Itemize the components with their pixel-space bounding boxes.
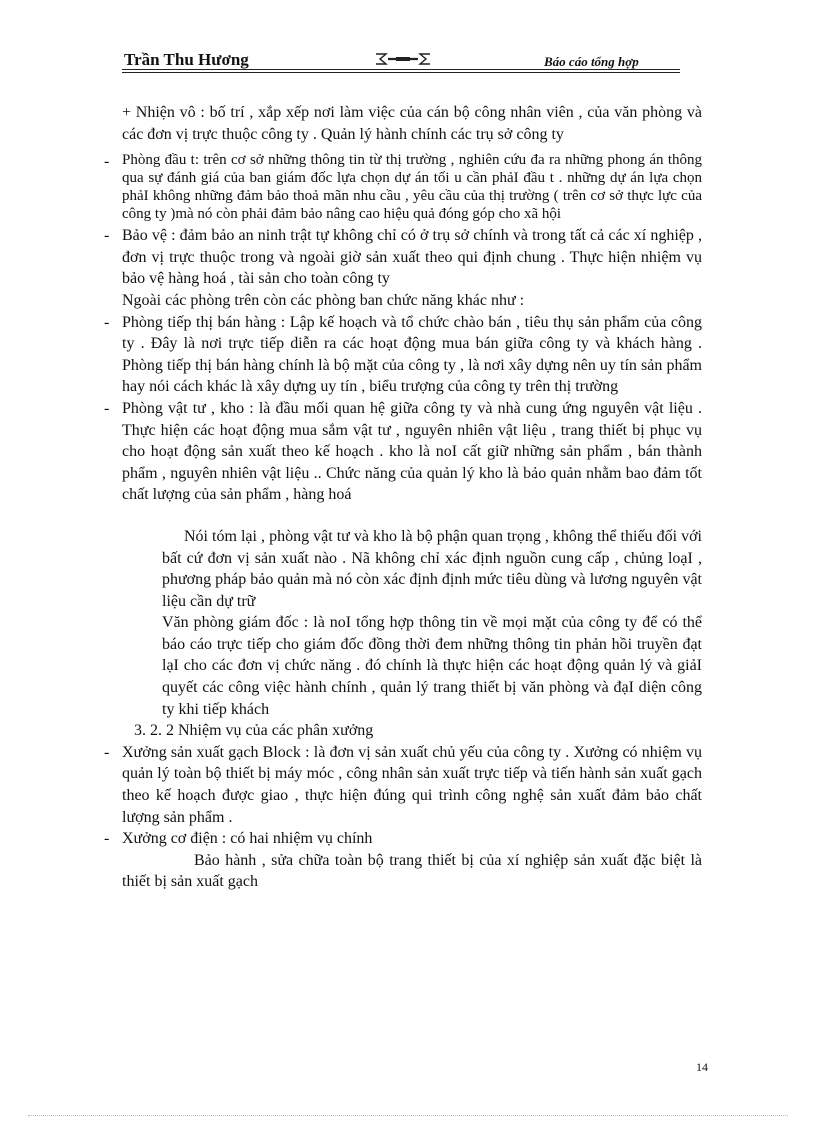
- paragraph: Bảo hành , sửa chữa toàn bộ trang thiết bị của xí nghiệp sản xuất đặc biệt là thiết bị sản xuất gạch: [122, 851, 702, 891]
- paragraph: Phòng tiếp thị bán hàng : Lập kế hoạch và tổ chức chào bán , tiêu thụ sản phẩm của công ty . Đây là nơi trực tiếp diễn ra các hoạt động mua bán giữa công ty và khách hàng . Phòng tiếp thị bán hàng chính là bộ mặt của công ty , là nơi xây dựng nên uy tín sản phẩm hay nói cách khác là xây dựng uy tín , biểu trượng của công ty trên thị trường: [122, 313, 702, 396]
- bullet: -: [104, 153, 110, 171]
- page-bottom-border: [28, 1115, 788, 1116]
- paragraph: Nói tóm lại , phòng vật tư và kho là bộ phận quan trọng , không thể thiếu đối với bất cứ đơn vị sản xuất nào . Nã không chỉ xác định nguồn cung cấp , chủng loạI , phương pháp bảo quản mà nó còn xác định định mức tiêu dùng và lương nguyên vật liệu cần dự trữ: [162, 527, 702, 610]
- list-item: [104, 398, 702, 506]
- header-rule: [122, 69, 680, 70]
- list-item: [104, 151, 702, 223]
- section-heading: 3. 2. 2 Nhiệm vụ của các phân xưởng: [134, 722, 374, 740]
- paragraph: Phòng vật tư , kho : là đầu mối quan hệ giữa công ty và nhà cung ứng nguyên vật liệu . Thực hiện các hoạt động mua sắm vật tư , nguyên nhiên vật liệu , trang thiết bị phục vụ cho hoạt động sản xuất theo kế hoạch . kho là noI cất giữ những sản phẩm , bán thành phẩm , nguyên nhiên vật liệu .. Chức năng của quản lý kho là bảo quản nhằm bao đảm tốt chất lượng của sản phẩm , hàng hoá: [122, 399, 702, 504]
- header-rule: [122, 72, 680, 73]
- page-number: 14: [696, 1060, 708, 1074]
- bullet: -: [104, 227, 110, 245]
- header-author: Trần Thu Hương: [124, 50, 249, 69]
- bullet: -: [104, 313, 110, 331]
- list-item: [104, 828, 702, 850]
- summary-block: [122, 526, 702, 720]
- paragraph: Bảo vệ : đảm bảo an ninh trật tự không chỉ có ở trụ sở chính và trong tất cả các xí nghiệp , đơn vị trực thuộc trong và ngoài giờ sản xuất theo qui định chung . Thực hiện nhiệm vụ bảo vệ hàng hoá , tài sản cho toàn công ty: [122, 227, 702, 288]
- list-item: [104, 225, 702, 290]
- paragraph: Phòng đầu t: trên cơ sở những thông tin từ thị trường , nghiên cứu đa ra những phong án thông qua sự đánh giá của ban giám đốc lựa chọn dự án tối u cần phảI đầu t . những dự án lựa chọn phảI không những đảm bảo thoả mãn nhu cầu , yêu cầu của thị trường ( trên cơ sở thực lực của công ty )mà nó còn phải đảm bảo nâng cao hiệu quả đóng góp cho xã hội: [122, 152, 702, 223]
- paragraph: Văn phòng giám đốc : là noI tổng hợp thông tin về mọi mặt của công ty để có thể báo cáo trực tiếp cho giám đốc đồng thời đem những thông tin phản hồi truyền đạt lạI cho các đơn vị chức năng . đó chính là thực hiện các hoạt động quản lý và giảI quyết các công việc hành chính , quản lý trang thiết bị văn phòng và đạI diện công ty khi tiếp khách: [162, 614, 702, 718]
- paragraph: + Nhiện vô : bố trí , xắp xếp nơi làm việc của cán bộ công nhân viên , của văn phòng và các đơn vị trực thuộc công ty . Quản lý hành chính các trụ sở công ty: [122, 104, 702, 143]
- paragraph: Xưởng cơ điện : có hai nhiệm vụ chính: [122, 830, 373, 848]
- list-item: [104, 312, 702, 398]
- bullet: -: [104, 399, 110, 417]
- document-body: [104, 102, 702, 893]
- page-header: [122, 46, 680, 72]
- paragraph: Ngoài các phòng trên còn các phòng ban chức năng khác như :: [122, 291, 525, 309]
- bullet: -: [104, 743, 110, 761]
- header-ornament-icon: [374, 50, 432, 68]
- bullet: -: [104, 830, 110, 848]
- list-item: [104, 742, 702, 828]
- paragraph: Xưởng sản xuất gạch Block : là đơn vị sản xuất chủ yếu của công ty . Xưởng có nhiệm vụ quản lý toàn bộ thiết bị máy móc , công nhân sản xuất trực tiếp và tiến hành sản xuất gạch theo kế hoạch được giao , thực hiện đúng qui trình công nghệ sản xuất đảm bảo chất lượng sản phẩm .: [122, 743, 702, 826]
- header-report-title: Báo cáo tổng hợp: [544, 54, 639, 69]
